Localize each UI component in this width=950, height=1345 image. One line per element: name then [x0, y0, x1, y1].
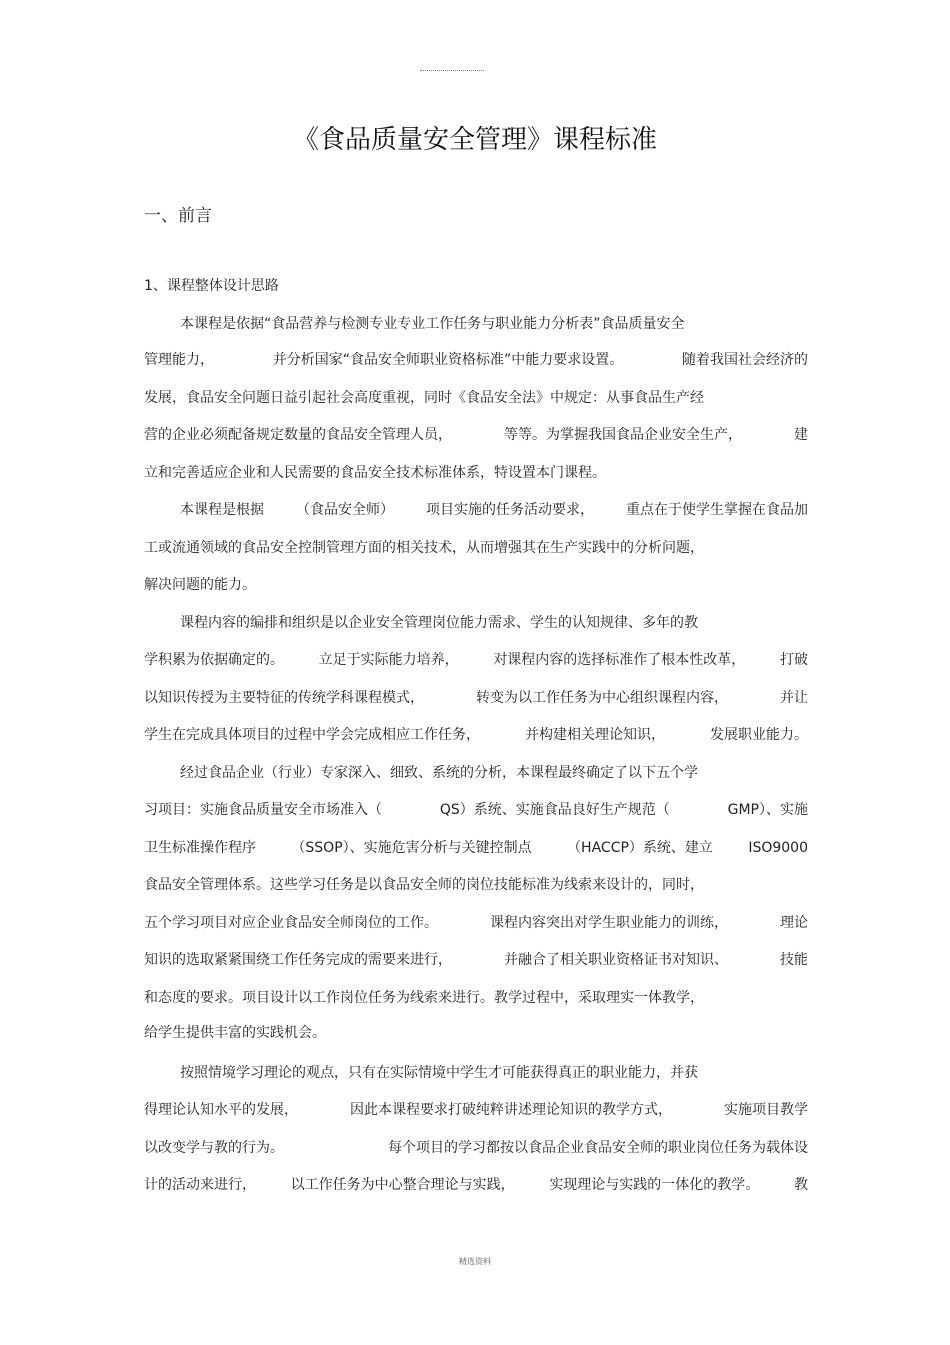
text-segment: （食品安全师） [296, 502, 394, 518]
paragraph-line [144, 911, 808, 935]
text-segment: 五个学习项目对应企业食品安全师岗位的工作。 [144, 915, 438, 931]
document-title: 《食品质量安全管理》课程标准 [292, 125, 657, 155]
text-segment: 食品安全管理体系。这些学习任务是以食品安全师的岗位技能标准为线索来设计的，同时， [144, 877, 704, 893]
paragraph-line [144, 1021, 808, 1045]
text-segment: 学生在完成具体项目的过程中学会完成相应工作任务， [144, 727, 480, 743]
text-segment: 等等。为掌握我国食品企业安全生产， [504, 427, 742, 443]
text-segment: 习项目：实施食品质量安全市场准入（ [144, 802, 382, 818]
paragraph-line [144, 873, 808, 897]
text-segment: 经过食品企业（行业）专家深入、细致、系统的分析，本课程最终确定了以下五个学 [180, 765, 698, 781]
paragraph-line [180, 498, 808, 522]
text-segment: 卫生标准操作程序 [144, 840, 256, 856]
text-segment: 并让 [780, 690, 808, 706]
section-heading-preface: 一、前言 [144, 206, 212, 226]
text-segment: 发展职业能力。 [710, 727, 808, 743]
text-segment: （HACCP）系统、建立 [567, 840, 713, 856]
text-segment: 并分析国家“食品安全师职业资格标准”中能力要求设置。 [272, 352, 624, 368]
paragraph-line [180, 312, 808, 336]
paragraph-line [144, 836, 808, 860]
text-segment: 打破 [779, 652, 808, 668]
text-segment: 课程内容突出对学生职业能力的训练， [490, 915, 728, 931]
paragraph-line [144, 423, 808, 447]
text-segment: 技能 [780, 952, 808, 968]
text-segment: 本课程是依据“食品营养与检测专业专业工作任务与职业能力分析表”食品质量安全 [180, 316, 685, 332]
text-segment: 计的活动来进行， [144, 1177, 256, 1193]
text-segment: 理论 [780, 915, 808, 931]
paragraph-line [144, 798, 808, 822]
paragraph-line [144, 986, 808, 1010]
paragraph-line [144, 686, 808, 710]
text-segment: ISO9000 [748, 840, 808, 856]
text-segment: 立足于实际能力培养， [318, 652, 459, 668]
text-segment: 随着我国社会经济的 [681, 352, 808, 368]
text-segment: 和态度的要求。项目设计以工作岗位任务为线索来进行。教学过程中，采取理实一体教学， [144, 990, 704, 1006]
paragraph-line [144, 723, 808, 747]
text-segment: 每个项目的学习都按以食品企业食品安全师的职业岗位任务为载体设 [388, 1140, 808, 1156]
header-rule [420, 70, 484, 71]
subsection-heading-design: 1、课程整体设计思路 [144, 278, 279, 294]
paragraph-line [144, 1098, 808, 1122]
paragraph-line [180, 611, 808, 635]
text-segment: QS）系统、实施食品良好生产规范（ [439, 802, 670, 818]
text-segment: 对课程内容的选择标准作了根本性改革， [493, 652, 746, 668]
paragraph-line [144, 948, 808, 972]
paragraph-line [144, 461, 808, 485]
text-segment: 给学生提供丰富的实践机会。 [144, 1025, 326, 1041]
text-segment: 以工作任务为中心整合理论与实践， [290, 1177, 515, 1193]
text-segment: 以改变学与教的行为。 [144, 1140, 284, 1156]
text-segment: 工或流通领域的食品安全控制管理方面的相关技术，从而增强其在生产实践中的分析问题， [144, 540, 704, 556]
text-segment: 教 [793, 1177, 808, 1193]
text-segment: 营的企业必须配备规定数量的食品安全管理人员， [144, 427, 452, 443]
paragraph-line [144, 1136, 808, 1160]
text-segment: 解决问题的能力。 [144, 577, 256, 593]
text-segment: 学积累为依据确定的。 [144, 652, 284, 668]
text-segment: 立和完善适应企业和人民需要的食品安全技术标准体系，特设置本门课程。 [144, 465, 606, 481]
text-segment: 本课程是根据 [180, 502, 264, 518]
text-segment: 得理论认知水平的发展， [144, 1102, 298, 1118]
paragraph-line [180, 1061, 808, 1085]
text-segment: 按照情境学习理论的观点，只有在实际情境中学生才可能获得真正的职业能力，并获 [180, 1065, 698, 1081]
text-segment: 发展，食品安全问题日益引起社会高度重视，同时《食品安全法》中规定：从事食品生产经 [144, 390, 704, 406]
text-segment: 转变为以工作任务为中心组织课程内容， [476, 690, 728, 706]
text-segment: 因此本课程要求打破纯粹讲述理论知识的教学方式， [350, 1102, 672, 1118]
text-segment: GMP）、实施 [727, 802, 808, 818]
text-segment: 以知识传授为主要特征的传统学科课程模式， [144, 690, 424, 706]
text-segment: 实施项目教学 [724, 1102, 808, 1118]
text-segment: 并构建相关理论知识， [525, 727, 665, 743]
text-segment: （SSOP）、实施危害分析与关键控制点 [291, 840, 532, 856]
text-segment: 管理能力， [144, 352, 214, 368]
paragraph-line [144, 386, 808, 410]
paragraph-line [144, 648, 808, 672]
paragraph-line [144, 536, 808, 560]
text-segment: 知识的选取紧紧围绕工作任务完成的需要来进行， [144, 952, 452, 968]
paragraph-line [144, 573, 808, 597]
paragraph-line [144, 348, 808, 372]
text-segment: 项目实施的任务活动要求， [426, 502, 594, 518]
paragraph-line [144, 1173, 808, 1197]
text-segment: 课程内容的编排和组织是以企业安全管理岗位能力需求、学生的认知规律、多年的教 [180, 615, 698, 631]
text-segment: 重点在于使学生掌握在食品加 [626, 502, 808, 518]
paragraph-line [180, 761, 808, 785]
text-segment: 建 [794, 427, 808, 443]
page-footer: 精选资料 [459, 1257, 491, 1266]
text-segment: 并融合了相关职业资格证书对知识、 [504, 952, 728, 968]
text-segment: 实现理论与实践的一体化的教学。 [549, 1177, 760, 1193]
